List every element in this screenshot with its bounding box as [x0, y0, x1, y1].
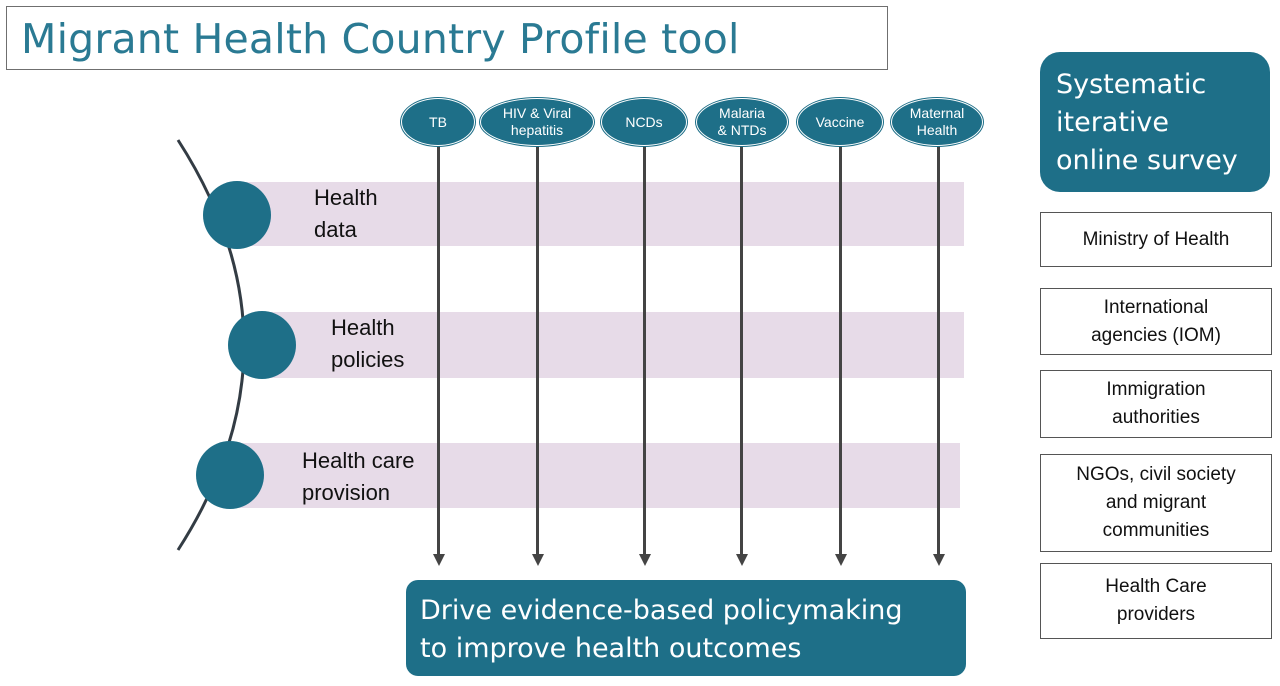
arrow-line-hiv	[536, 130, 539, 558]
stage-dot-health-policies	[228, 311, 296, 379]
topic-oval-malaria	[696, 98, 788, 146]
stage-dot-health-data	[203, 181, 271, 249]
stakeholder-label: International	[1103, 296, 1209, 318]
topic-label: Vaccine	[815, 113, 865, 130]
topic-label: & NTDs	[717, 122, 767, 138]
stage-label-line: Health	[331, 315, 395, 340]
title-box	[6, 6, 888, 70]
arrow-line-vaccine	[839, 130, 842, 558]
stakeholder-international-agencies	[1040, 288, 1272, 355]
stakeholder-ministry-of-health	[1040, 212, 1272, 267]
outcome-box	[406, 580, 966, 676]
stage-label-line: Health	[314, 185, 378, 210]
arrow-head-tb	[433, 554, 445, 566]
stage-label-line: provision	[302, 480, 391, 505]
stage-label-health-policies	[331, 312, 404, 376]
stakeholder-label: NGOs, civil society	[1076, 464, 1236, 485]
topic-label: TB	[429, 113, 447, 130]
topic-label: HIV & Viral	[502, 105, 572, 121]
survey-text-line: Systematic	[1056, 69, 1207, 100]
survey-text-line: online survey	[1056, 145, 1238, 176]
stakeholder-label: providers	[1116, 604, 1196, 625]
topic-oval-maternal	[891, 98, 983, 146]
arrow-head-ncds	[639, 554, 651, 566]
outcome-text-line: to improve health outcomes	[420, 633, 802, 664]
topic-label: Maternal	[909, 105, 965, 121]
stakeholder-label: Ministry of Health	[1082, 228, 1230, 250]
arrow-head-vaccine	[835, 554, 847, 566]
stakeholder-label: authorities	[1112, 407, 1200, 428]
stakeholder-label: and migrant	[1105, 492, 1207, 513]
stakeholder-ngos-civil-society	[1040, 454, 1272, 552]
stakeholder-label: agencies (IOM)	[1091, 324, 1221, 346]
stage-label-health-care-provision	[302, 445, 415, 509]
arrow-line-ncds	[643, 130, 646, 558]
topic-label: hepatitis	[510, 122, 564, 138]
stakeholder-health-care-providers	[1040, 563, 1272, 639]
stage-label-line: Health care	[302, 448, 415, 473]
page-title: Migrant Health Country Profile tool	[21, 15, 740, 63]
survey-box	[1040, 52, 1270, 192]
topic-oval-hiv	[480, 98, 594, 146]
stage-label-line: data	[314, 217, 357, 242]
arrow-head-maternal	[933, 554, 945, 566]
arrow-line-malaria	[740, 130, 743, 558]
outcome-text-line: Drive evidence-based policymaking	[420, 595, 903, 626]
topic-oval-ncds	[601, 98, 687, 146]
topic-oval-tb	[401, 98, 475, 146]
stakeholder-immigration-authorities	[1040, 370, 1272, 438]
survey-text-line: iterative	[1056, 107, 1170, 138]
stakeholder-label: Health Care	[1105, 576, 1207, 597]
arrow-head-hiv	[532, 554, 544, 566]
arrow-line-tb	[437, 130, 440, 558]
topic-label: Health	[916, 122, 958, 138]
stakeholder-label: Immigration	[1106, 379, 1206, 400]
stage-label-line: policies	[331, 347, 405, 372]
topic-label: NCDs	[625, 113, 663, 130]
topic-label: Malaria	[719, 105, 765, 121]
arrow-line-maternal	[937, 130, 940, 558]
arrow-head-malaria	[736, 554, 748, 566]
stage-dot-health-care-provision	[196, 441, 264, 509]
stage-label-health-data	[314, 182, 378, 246]
topic-oval-vaccine	[797, 98, 883, 146]
stakeholder-label: communities	[1102, 520, 1210, 541]
